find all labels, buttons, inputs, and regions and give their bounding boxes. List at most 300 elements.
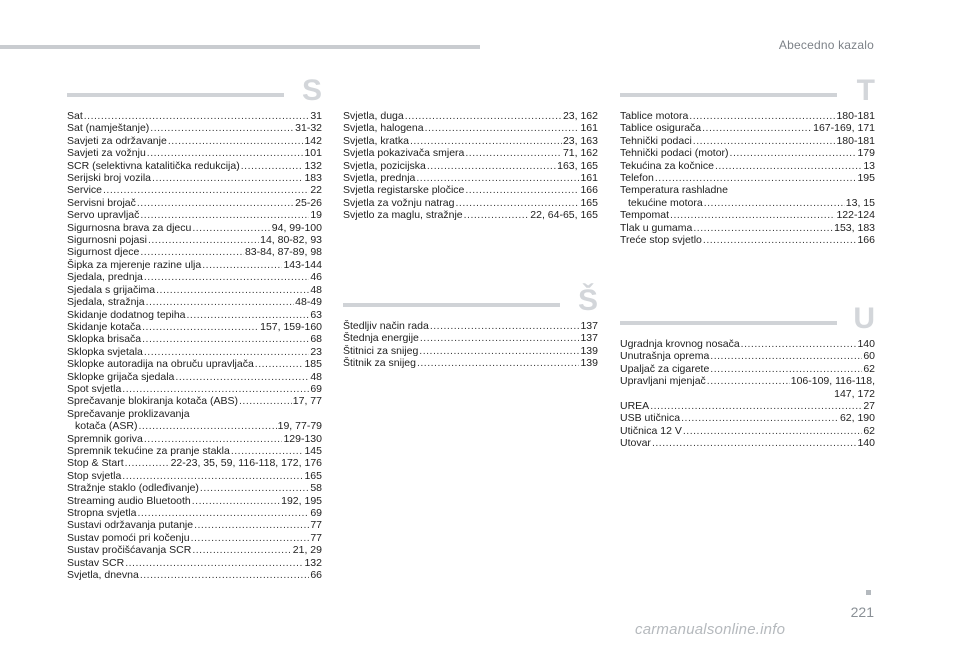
index-entry <box>620 375 875 387</box>
entry-pages: 143-144 <box>283 258 322 271</box>
entry-pages: 22-23, 35, 59, 116-118, 172, 176 <box>170 457 322 470</box>
entry-label: Šipka za mjerenje razine ulja <box>67 258 202 271</box>
dot-leader <box>144 346 309 358</box>
entry-label: Tehnički podaci (motor) <box>620 147 729 160</box>
index-entry <box>67 271 322 283</box>
dot-leader <box>142 321 259 333</box>
dot-leader <box>168 135 304 147</box>
entry-label: UREA <box>620 400 650 413</box>
entry-label: Sklopke autoradija na obruču upravljača <box>67 358 254 371</box>
index-entry <box>67 383 322 395</box>
entry-label: Ugradnja krovnog nosača <box>620 338 740 350</box>
index-entry <box>620 388 875 400</box>
entry-pages: 165 <box>304 469 322 482</box>
index-list-sh <box>343 320 598 370</box>
dot-leader <box>156 284 309 296</box>
entry-pages: 83-84, 87-89, 98 <box>244 246 322 259</box>
dot-leader <box>239 395 292 407</box>
entry-label: tekućine motora <box>628 196 703 209</box>
entry-label: Sjedala s grijačima <box>67 283 156 296</box>
index-entry <box>343 110 598 122</box>
entry-label: Svjetla, kratka <box>343 134 409 147</box>
entry-pages: 63 <box>310 308 322 321</box>
index-entry <box>67 321 322 333</box>
dot-leader <box>465 184 579 196</box>
index-list-s-continued <box>343 110 598 222</box>
dot-leader <box>241 160 304 172</box>
dot-leader <box>194 519 309 531</box>
index-entry <box>343 135 598 147</box>
entry-label: Sustav pročišćavanja SCR <box>67 544 192 557</box>
index-entry <box>67 371 322 383</box>
section-header-u <box>620 302 875 338</box>
dot-leader <box>255 358 304 370</box>
index-entry <box>67 433 322 445</box>
dot-leader <box>192 222 270 234</box>
entry-pages: 27 <box>863 400 875 413</box>
entry-pages: 163, 165 <box>557 159 598 172</box>
entry-label: Servo upravljač <box>67 209 140 222</box>
section-letter-s: S <box>301 74 322 107</box>
dot-leader <box>416 172 579 184</box>
entry-label: Skidanje dodatnog tepiha <box>67 308 186 321</box>
entry-label: Stropna svjetla <box>67 507 137 519</box>
index-entry <box>67 420 322 432</box>
entry-label: Sklopka brisača <box>67 333 142 346</box>
index-entry <box>67 222 322 234</box>
dot-leader <box>417 357 580 369</box>
entry-pages: 145 <box>304 444 322 457</box>
dot-leader <box>231 445 304 457</box>
entry-pages: 62 <box>863 362 875 375</box>
index-entry <box>67 209 322 221</box>
index-entry <box>67 569 322 581</box>
entry-pages: 101 <box>304 147 322 160</box>
entry-pages: 153, 183 <box>834 221 875 234</box>
index-entry <box>67 160 322 172</box>
entry-pages: 22 <box>310 184 322 197</box>
dot-leader <box>419 345 579 357</box>
index-entry <box>620 363 875 375</box>
entry-pages: 180-181 <box>836 134 875 147</box>
entry-pages: 23 <box>310 345 322 358</box>
entry-pages: 69 <box>310 382 322 395</box>
dot-leader <box>420 332 580 344</box>
entry-pages: 31 <box>310 110 322 122</box>
entry-pages: 185 <box>304 358 322 371</box>
entry-pages: 161 <box>580 122 598 135</box>
entry-label: Upaljač za cigarete <box>620 362 710 375</box>
dot-leader <box>140 246 244 258</box>
index-entry <box>620 122 875 134</box>
entry-label: Temperatura rashladne <box>620 184 728 197</box>
index-entry <box>67 395 322 407</box>
section-u <box>620 302 875 450</box>
dot-leader <box>427 160 556 172</box>
dot-leader <box>455 197 579 209</box>
entry-pages: 68 <box>310 333 322 346</box>
entry-pages: 19, 77-79 <box>277 420 322 433</box>
dot-leader <box>125 557 303 569</box>
entry-label: Treće stop svjetlo <box>620 234 702 247</box>
index-entry <box>343 160 598 172</box>
entry-label: Svjetla pokazivača smjera <box>343 147 465 160</box>
index-entry <box>343 332 598 344</box>
dot-leader <box>191 532 310 544</box>
dot-leader <box>430 320 580 332</box>
dot-leader <box>683 425 862 437</box>
entry-label: Sat <box>67 110 83 122</box>
entry-pages: 147, 172 <box>834 387 875 400</box>
section-rule <box>343 303 560 307</box>
dot-leader <box>405 110 562 122</box>
dot-leader <box>175 371 309 383</box>
entry-label: Sjedala, stražnja <box>67 296 145 309</box>
index-entry <box>67 234 322 246</box>
entry-pages: 180-181 <box>836 110 875 122</box>
index-entry <box>620 197 875 209</box>
entry-label: Savjeti za vožnju <box>67 147 146 160</box>
section-letter-sh: Š <box>577 284 598 317</box>
entry-label: Tehnički podaci <box>620 134 692 147</box>
section-rule <box>620 93 837 97</box>
entry-pages: 167-169, 171 <box>813 122 875 135</box>
entry-label: kotača (ASR) <box>75 420 138 433</box>
index-list-u <box>620 338 875 450</box>
index-entry <box>343 184 598 196</box>
entry-pages: 22, 64-65, 165 <box>530 209 598 222</box>
index-list-s <box>67 110 322 581</box>
index-entry <box>67 184 322 196</box>
entry-pages: 66 <box>310 569 322 582</box>
entry-pages: 17, 77 <box>292 395 322 408</box>
entry-pages: 69 <box>310 507 322 519</box>
dot-leader <box>655 172 857 184</box>
entry-label: Utičnica 12 V <box>620 424 682 437</box>
entry-pages: 31-32 <box>295 122 322 135</box>
entry-label: Štednja energije <box>343 332 419 345</box>
entry-label: Serijski broj vozila <box>67 172 152 185</box>
dot-leader <box>410 135 562 147</box>
corner-marker <box>866 590 871 595</box>
index-entry <box>343 320 598 332</box>
dot-leader <box>703 234 857 246</box>
dot-leader <box>681 412 839 424</box>
index-entry <box>67 495 322 507</box>
dot-leader <box>693 135 836 147</box>
index-entry <box>620 338 875 350</box>
entry-pages: 139 <box>580 344 598 357</box>
entry-pages: 21, 29 <box>292 544 322 557</box>
index-entry <box>620 425 875 437</box>
dot-leader <box>652 437 857 449</box>
entry-pages: 139 <box>580 357 598 370</box>
entry-pages: 23, 162 <box>562 110 598 122</box>
entry-pages: 71, 162 <box>562 147 598 160</box>
entry-label: Stražnje staklo (odleđivanje) <box>67 482 199 495</box>
dot-leader <box>202 259 282 271</box>
entry-label: Sat (namještanje) <box>67 122 150 135</box>
index-entry <box>67 358 322 370</box>
section-header-spacer <box>343 82 598 110</box>
entry-pages: 13 <box>863 159 875 172</box>
section-s <box>67 74 322 582</box>
dot-leader <box>702 122 812 134</box>
dot-leader <box>693 222 833 234</box>
entry-label: Svjetla, duga <box>343 110 404 122</box>
entry-label: Štitnici za snijeg <box>343 344 419 357</box>
dot-leader <box>200 482 309 494</box>
section-header-s <box>67 74 322 110</box>
entry-pages: 166 <box>580 184 598 197</box>
index-list-t <box>620 110 875 246</box>
index-entry <box>620 400 875 412</box>
index-entry <box>67 110 322 122</box>
entry-pages: 195 <box>857 172 875 185</box>
entry-label: Svjetla registarske pločice <box>343 184 465 197</box>
dot-leader <box>150 122 294 134</box>
dot-leader <box>103 184 309 196</box>
entry-pages: 132 <box>304 556 322 569</box>
entry-pages: 137 <box>580 320 598 332</box>
dot-leader <box>425 122 580 134</box>
entry-pages: 48-49 <box>295 296 322 309</box>
index-entry <box>620 209 875 221</box>
index-entry <box>67 172 322 184</box>
section-s-continued <box>343 82 598 222</box>
dot-leader <box>84 110 310 122</box>
index-entry <box>67 309 322 321</box>
dot-leader <box>192 544 291 556</box>
entry-pages: 77 <box>310 531 322 544</box>
entry-pages: 46 <box>310 271 322 284</box>
entry-label: Sustav SCR <box>67 556 125 569</box>
entry-label: Telefon <box>620 172 654 185</box>
entry-label: Sigurnost djece <box>67 246 140 259</box>
entry-label: Sprečavanje proklizavanja <box>67 407 190 420</box>
entry-pages: 13, 15 <box>845 196 875 209</box>
entry-label: Sustavi održavanja putanje <box>67 519 194 532</box>
section-rule <box>620 321 837 325</box>
dot-leader <box>650 400 862 412</box>
index-entry <box>67 519 322 531</box>
index-entry <box>67 147 322 159</box>
index-entry <box>343 172 598 184</box>
entry-label: Sigurnosna brava za djecu <box>67 221 192 234</box>
index-entry <box>620 147 875 159</box>
dot-leader <box>137 507 309 519</box>
entry-label: Stop & Start <box>67 457 124 470</box>
index-entry <box>67 470 322 482</box>
dot-leader <box>710 350 862 362</box>
entry-label: Skidanje kotača <box>67 320 142 333</box>
entry-pages: 192, 195 <box>281 494 322 507</box>
index-entry <box>620 234 875 246</box>
entry-label: Štedljiv način rada <box>343 320 429 332</box>
entry-pages: 23, 163 <box>562 134 598 147</box>
index-entry <box>620 135 875 147</box>
entry-label: Tablice motora <box>620 110 689 122</box>
entry-label: Sklopke grijača sjedala <box>67 370 175 383</box>
dot-leader <box>670 209 835 221</box>
index-entry <box>67 246 322 258</box>
index-entry <box>343 209 598 221</box>
section-header-sh <box>343 284 598 320</box>
entry-label: Streaming audio Bluetooth <box>67 494 191 507</box>
entry-label: Servisni brojač <box>67 196 136 209</box>
page-title: Abecedno kazalo <box>778 38 874 52</box>
entry-label: Svjetla za vožnju natrag <box>343 196 455 209</box>
page-number: 221 <box>850 604 874 620</box>
dot-leader <box>741 338 857 350</box>
dot-leader <box>140 569 310 581</box>
section-header-t <box>620 74 875 110</box>
index-entry <box>67 532 322 544</box>
entry-label: Svjetla, pozicijska <box>343 159 426 172</box>
entry-pages: 179 <box>857 147 875 160</box>
entry-pages: 14, 80-82, 93 <box>260 234 322 247</box>
entry-label: SCR (selektivna katalitička redukcija) <box>67 159 240 172</box>
entry-pages: 132 <box>304 159 322 172</box>
index-entry <box>67 482 322 494</box>
index-entry <box>67 457 322 469</box>
watermark: carmanualsonline.info <box>635 621 786 638</box>
entry-label: Tekućina za kočnice <box>620 159 714 172</box>
entry-label: Štitnik za snijeg <box>343 357 416 370</box>
dot-leader <box>465 147 562 159</box>
entry-label: Tablice osigurača <box>620 122 702 135</box>
entry-label: Utovar <box>620 437 651 450</box>
index-entry <box>67 135 322 147</box>
index-entry <box>67 197 322 209</box>
entry-label: Upravljani mjenjač <box>620 375 706 388</box>
dot-leader <box>138 420 276 432</box>
entry-label: Sustav pomoći pri kočenju <box>67 531 190 544</box>
entry-label: Savjeti za održavanje <box>67 134 167 147</box>
entry-label: Svjetla, dnevna <box>67 569 139 582</box>
entry-label: Svjetlo za maglu, stražnje <box>343 209 463 222</box>
index-entry <box>67 445 322 457</box>
dot-leader <box>704 197 845 209</box>
index-entry <box>620 222 875 234</box>
dot-leader <box>147 147 304 159</box>
dot-leader <box>152 172 303 184</box>
index-entry <box>620 350 875 362</box>
dot-leader <box>122 470 303 482</box>
index-entry <box>67 507 322 519</box>
entry-pages: 19 <box>310 209 322 222</box>
index-entry <box>67 284 322 296</box>
entry-label: Sklopka svjetala <box>67 345 143 358</box>
entry-pages: 140 <box>857 338 875 350</box>
dot-leader <box>140 209 309 221</box>
dot-leader <box>137 197 294 209</box>
entry-pages: 58 <box>310 482 322 495</box>
entry-pages: 183 <box>304 172 322 185</box>
section-rule <box>67 93 284 97</box>
entry-label: Spremnik tekućine za pranje stakla <box>67 444 230 457</box>
index-entry <box>620 160 875 172</box>
entry-label: Stop svjetla <box>67 469 122 482</box>
entry-pages: 137 <box>580 332 598 345</box>
index-entry <box>67 259 322 271</box>
entry-pages: 129-130 <box>283 432 322 445</box>
dot-leader <box>144 271 309 283</box>
entry-label: Sigurnosni pojasi <box>67 234 147 247</box>
entry-pages: 161 <box>580 172 598 185</box>
entry-label: Tempomat <box>620 209 670 222</box>
entry-pages: 142 <box>304 134 322 147</box>
entry-pages: 48 <box>310 283 322 296</box>
dot-leader <box>142 333 309 345</box>
dot-leader <box>715 160 862 172</box>
dot-leader <box>192 495 280 507</box>
entry-label: Spot svjetla <box>67 382 122 395</box>
index-entry <box>620 110 875 122</box>
dot-leader <box>187 309 310 321</box>
index-entry <box>343 357 598 369</box>
section-sh <box>343 284 598 370</box>
entry-pages: 165 <box>580 196 598 209</box>
entry-label: Svjetla, halogena <box>343 122 424 135</box>
index-entry <box>620 172 875 184</box>
index-entry <box>67 122 322 134</box>
entry-label: USB utičnica <box>620 412 681 425</box>
index-entry <box>620 412 875 424</box>
index-entry <box>343 345 598 357</box>
dot-leader <box>707 375 790 387</box>
entry-label: Service <box>67 184 103 197</box>
entry-pages: 25-26 <box>295 196 322 209</box>
dot-leader <box>144 433 283 445</box>
index-entry <box>620 437 875 449</box>
entry-label: Svjetla, prednja <box>343 172 416 185</box>
dot-leader <box>146 296 295 308</box>
section-letter-u: U <box>853 302 875 335</box>
entry-label: Sjedala, prednja <box>67 271 143 284</box>
entry-pages: 62 <box>863 424 875 437</box>
index-entry <box>67 333 322 345</box>
entry-pages: 60 <box>863 350 875 363</box>
header-rule <box>0 45 480 49</box>
entry-pages: 94, 99-100 <box>271 221 322 234</box>
entry-pages: 166 <box>857 234 875 247</box>
entry-pages: 106-109, 116-118, <box>790 375 875 388</box>
index-entry <box>67 408 322 420</box>
section-t <box>620 74 875 247</box>
entry-pages: 62, 190 <box>839 412 875 425</box>
dot-leader <box>148 234 259 246</box>
dot-leader <box>710 363 862 375</box>
index-entry <box>343 147 598 159</box>
index-entry <box>67 557 322 569</box>
entry-label: Tlak u gumama <box>620 221 693 234</box>
entry-pages: 140 <box>857 437 875 450</box>
index-entry <box>343 197 598 209</box>
dot-leader <box>125 457 170 469</box>
dot-leader <box>122 383 309 395</box>
entry-label: Unutrašnja oprema <box>620 350 710 363</box>
index-entry <box>67 296 322 308</box>
dot-leader <box>689 110 835 122</box>
section-letter-t: T <box>856 74 875 107</box>
entry-pages: 48 <box>310 370 322 383</box>
dot-leader <box>464 209 530 221</box>
entry-label: Sprečavanje blokiranja kotača (ABS) <box>67 395 239 408</box>
index-entry <box>620 184 875 196</box>
index-entry <box>67 544 322 556</box>
index-entry <box>343 122 598 134</box>
